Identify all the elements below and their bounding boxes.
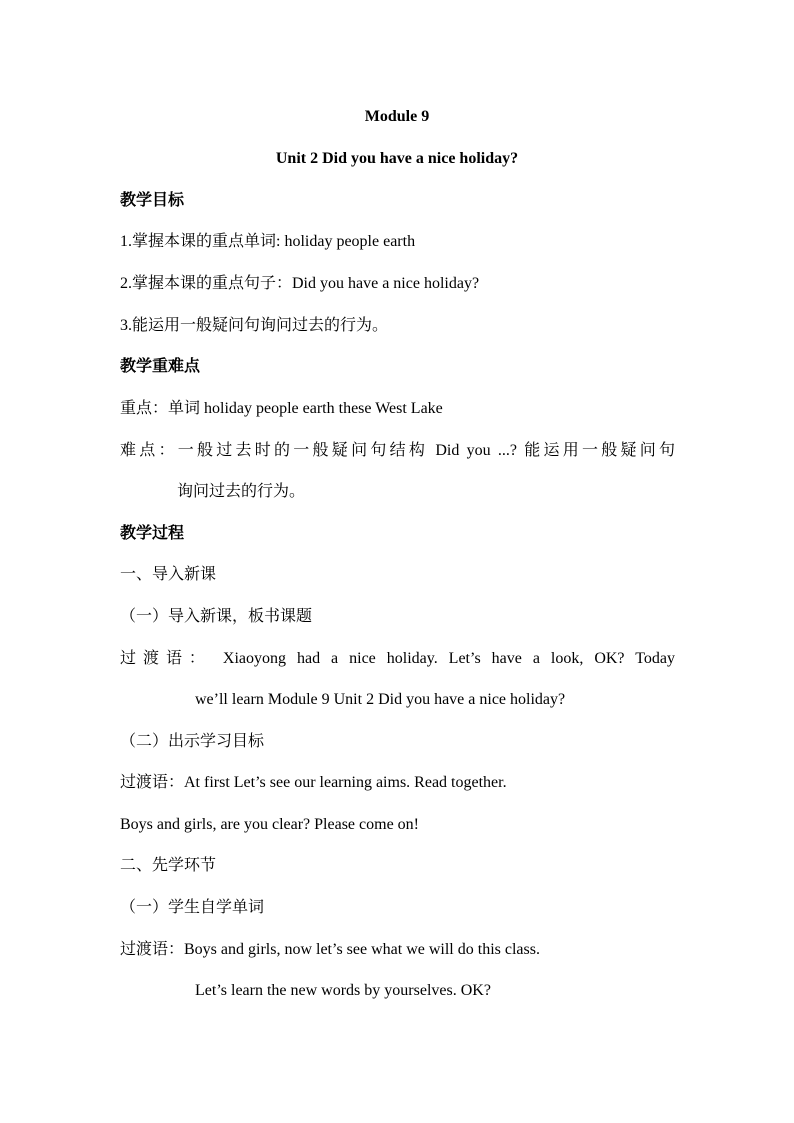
objective-item: 1.掌握本课的重点单词: holiday people earth <box>120 233 416 250</box>
transition-text-continued: Let’s learn the new words by yourselves. OK? <box>195 982 491 999</box>
transition-text: 过渡语：Boys and girls, now let’s see what we will do this class. <box>120 941 540 958</box>
key-point: 重点：单词 holiday people earth these West Lake <box>120 400 443 417</box>
process-heading: 教学过程 <box>120 525 185 542</box>
page-title: Module 9 <box>364 108 430 125</box>
objectives-heading: 教学目标 <box>120 192 185 209</box>
section-heading: 一、导入新课 <box>120 566 217 583</box>
difficulty-point-continued: 询问过去的行为。 <box>177 483 306 500</box>
difficulty-point: 难点：一般过去时的一般疑问句结构 Did you ...? 能运用一般疑问句 <box>120 442 675 459</box>
section-heading: 二、先学环节 <box>120 857 217 874</box>
objective-item: 2.掌握本课的重点句子：Did you have a nice holiday? <box>120 275 480 292</box>
transition-text: 过渡语：At first Let’s see our learning aims. Read together. <box>120 774 507 791</box>
subsection-heading: （一）导入新课，板书课题 <box>120 608 313 625</box>
paragraph-text: Boys and girls, are you clear? Please come on! <box>120 816 420 833</box>
transition-text-continued: we’ll learn Module 9 Unit 2 Did you have a nice holiday? <box>195 691 566 708</box>
subsection-heading: （一）学生自学单词 <box>120 899 265 916</box>
page-subtitle: Unit 2 Did you have a nice holiday? <box>275 150 519 167</box>
transition-text: 过渡语： Xiaoyong had a nice holiday. Let’s have a look, OK? Today <box>120 650 675 667</box>
subsection-heading: （二）出示学习目标 <box>120 733 265 750</box>
objective-item: 3.能运用一般疑问句询问过去的行为。 <box>120 317 389 334</box>
key-points-heading: 教学重难点 <box>120 358 201 375</box>
